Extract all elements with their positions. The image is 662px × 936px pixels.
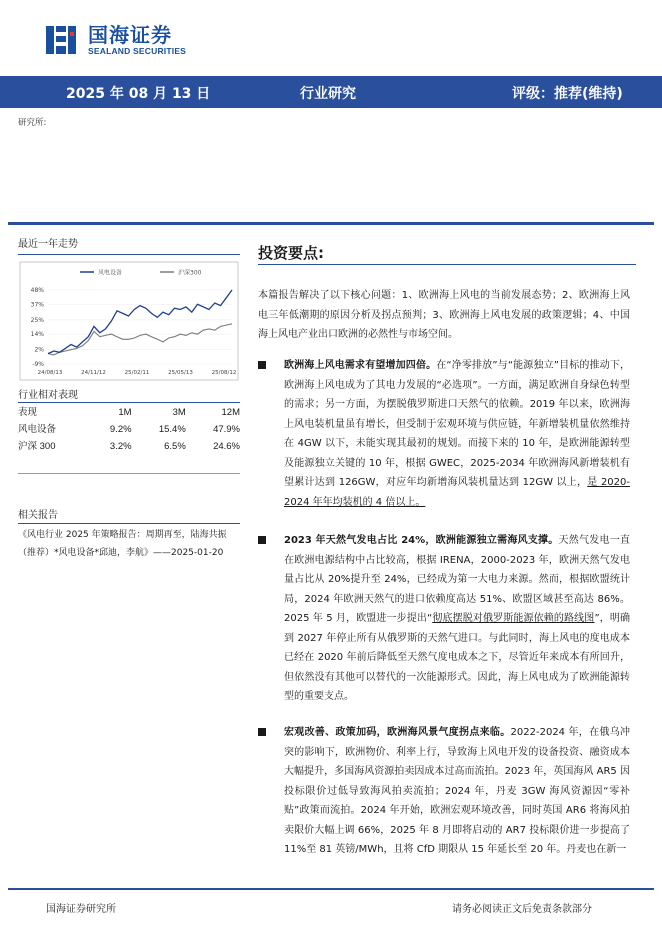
report-type: 行业研究 [300,86,356,102]
bullet-body: 2022-2024 年，在俄乌冲突的影响下，欧洲物价、利率上行，导致海上风电开发的设备投资、融资成本大幅提升，多国海风资源拍卖因成本过高而流拍。2023 年，英国海风 AR5 因投标限价过低导致海风拍卖流拍；2024 年，丹麦 3GW 海风资源因“零补贴”政策而流拍。2024 年开始，欧洲宏观环境改善，同时英国 AR6 将海风拍卖限价大幅上调 66%，2025 年 8 月即将启动的 AR7 投标限价进一步提高了 11%至 81 英镑/MWh，且将 CfD 期限从 15 年延长至 20 年。丹麦也在新一 [284,727,630,855]
y-tick-label: 48% [30,287,44,294]
y-tick-label: 25% [30,316,44,324]
y-tick-label: 2% [34,346,44,354]
logo-en-text: SEALAND SECURITIES [88,46,187,56]
table-cell: 6.5% [164,441,186,452]
trend-chart [18,260,240,382]
performance-bottom-rule [18,473,240,474]
bullet-body-tail: ”，明确到 2027 年停止所有从俄罗斯的天然气进口。与此同时，海上风电的度电成本已经在 2020 年前后降低至天然气度电成本之下，尽管近年来成本有所回升，但依然没有其他可以替代的一次能源形式。因此，海上风电成为了欧洲能源转型的重要支点。 [284,613,631,702]
logo-cn-text: 国海证券 [88,23,172,47]
trend-rule [18,254,240,255]
x-tick-label: 25/02/11 [124,370,150,376]
header-band [0,76,662,108]
legend-label-series1: 风电设备 [98,269,123,277]
bullet-heading: 2023 年天然气发电占比 24%，欧洲能源独立需海风支撑。 [284,535,559,546]
related-reports-title: 相关报告 [18,510,58,521]
related-report-item[interactable]: 《风电行业 2025 年策略报告：周期再至，陆海共振（推荐）*风电设备*邱迪，李航》——2025-01-20 [18,530,227,558]
series-line-wind-equipment [48,290,232,354]
bullet-body: 天然气发电一直在欧洲电源结构中占比较高，根据 IRENA，2000-2023 年，欧洲天然气发电量占比从 20%提升至 24%，已经成为第一大电力来源。然而，根据欧盟统计局，2024 年欧洲天然气的进口依赖度高达 51%、欧盟区域甚至高达 86%。2025 年 5 月，欧盟进一步提出“ [284,535,630,624]
table-row [18,438,240,455]
x-tick-label: 25/08/12 [211,370,237,376]
table-row [18,421,240,438]
performance-title: 行业相对表现 [18,390,78,401]
y-tick-label: 14% [30,331,44,339]
bullet-body: 在“净零排放”与“能源独立”目标的推动下，欧洲海上风电成为了其电力发展的“必选项”。一方面，满足欧洲自身绿色转型的需求；另一方面，为摆脱俄罗斯进口天然气的依赖。2019 年以来，欧洲海上风电装机量虽有增长，但受制于宏观环境与供应链，年新增装机量依然维持在 4GW 以下，未能实现其最初的规划。而接下来的 10 年，是欧洲能源转型及能源独立关键的 10 年，根据 GWEC，2025-2034 年欧洲海风新增装机有望累计达到 126GW，对应年均新增海风装机量达到 12GW 以上， [284,360,630,488]
table-header-cell: 1M [118,407,132,418]
bullet-point-3 [258,723,630,860]
table-header-cell: 12M [221,407,240,418]
section-title: 投资要点: [258,244,324,262]
table-cell: 47.9% [213,424,240,435]
sealand-logo-icon [44,22,80,58]
bullet-text [284,531,630,707]
bullet-heading: 宏观改善、政策加码，欧洲海风景气度拐点来临。 [284,727,511,738]
table-cell: 24.6% [213,441,240,452]
series-line-hs300 [48,324,232,355]
sidebar [18,236,240,558]
footer-rule [8,888,654,890]
bullet-text [284,723,630,860]
related-reports-rule [18,523,240,524]
bullet-text [284,356,630,512]
x-tick-label: 24/08/13 [37,370,63,376]
table-cell: 风电设备 [18,424,57,435]
table-cell: 15.4% [158,424,186,435]
performance-table [18,404,240,455]
investment-highlights [258,242,631,855]
intro-paragraph: 本篇报告解决了以下核心问题：1、欧洲海上风电的当前发展态势；2、欧洲海上风电三年低潮期的原因分析及拐点预判；3、欧洲海上风电发展的政策逻辑；4、中国海上风电产业出口欧洲的必然性与市场空间。 [258,290,630,340]
legend-label-series2: 沪深300 [178,269,202,277]
table-cell: 沪深 300 [18,441,56,452]
bullet-square-icon [258,536,266,544]
x-tick-label: 24/11/12 [81,370,106,376]
bullet-underlined: 彻底摆脱对俄罗斯能源依赖的路线图 [432,613,595,624]
table-cell: 9.2% [109,424,132,435]
bullet-square-icon [258,728,266,736]
bullet-point-2 [258,531,630,707]
x-tick-label: 25/05/13 [168,370,193,376]
company-logo [44,20,186,60]
bullet-underlined: 是 2020-2024 年年均装机的 4 倍以上。 [284,477,630,508]
researcher-label: 研究所: [18,118,47,128]
bullet-heading: 欧洲海上风电需求有望增加四倍。 [284,360,437,371]
section-divider [8,222,654,225]
report-rating: 评级：推荐(维持) [512,86,623,102]
table-header-cell: 3M [172,407,186,418]
footer-org: 国海证券研究所 [46,904,116,915]
table-header-row [18,404,240,421]
table-cell: 3.2% [109,441,132,452]
performance-rule [18,402,240,403]
report-date: 2025 年 08 月 13 日 [66,86,211,102]
trend-title: 最近一年走势 [18,239,78,250]
bullet-square-icon [258,361,266,369]
y-tick-label: -9% [32,361,44,368]
section-title-rule [258,264,636,265]
chart-frame [20,262,238,380]
bullet-point-1 [258,356,630,512]
footer-disclaimer: 请务必阅读正文后免责条款部分 [452,904,592,915]
y-tick-label: 37% [30,301,44,309]
table-header-cell: 表现 [18,407,38,418]
